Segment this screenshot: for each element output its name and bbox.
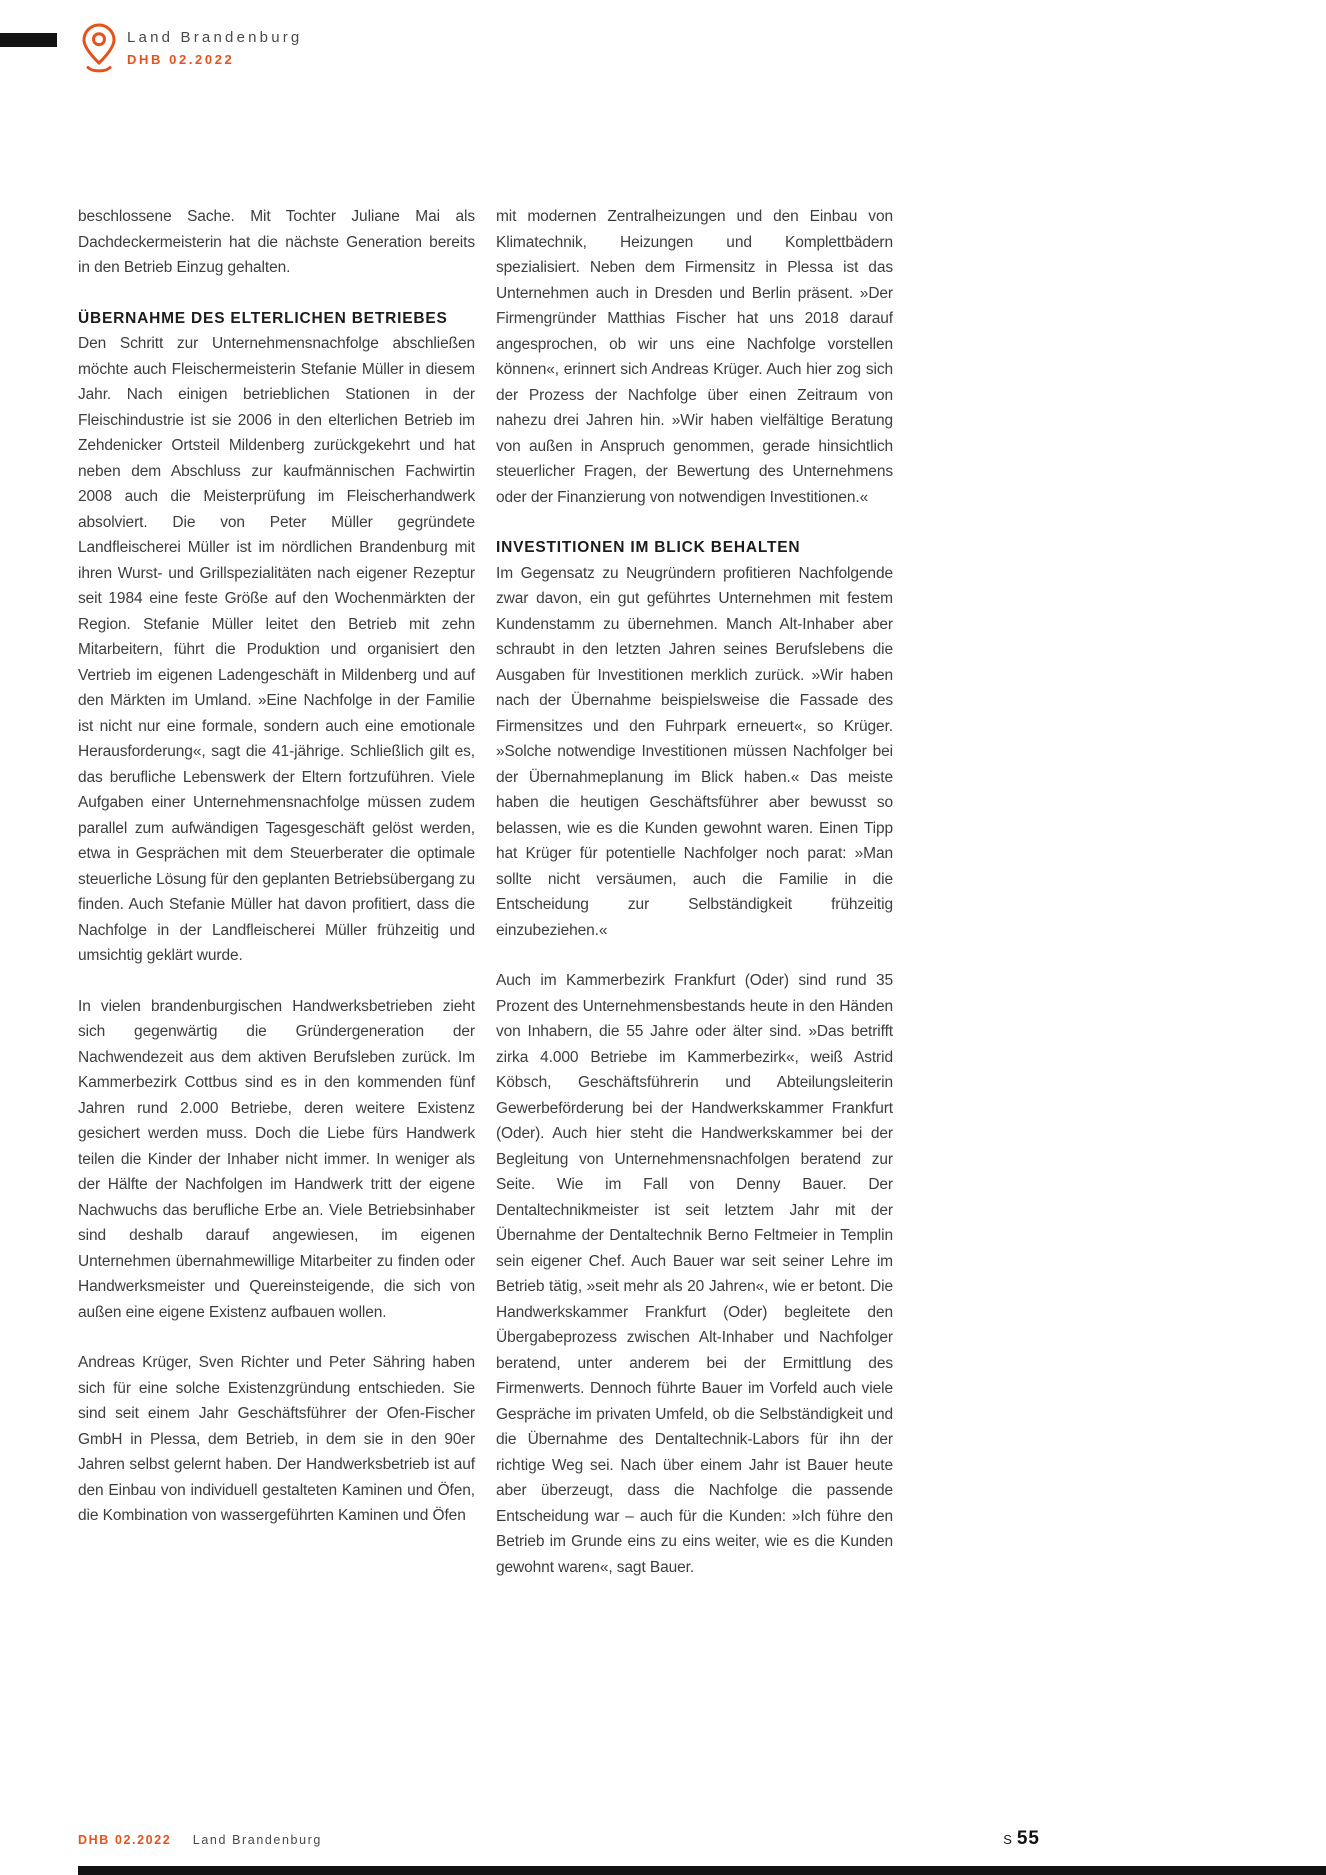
footer-publication-label: Land Brandenburg [192, 1833, 322, 1847]
article-body [78, 204, 893, 1605]
footer-issue-label: DHB 02.2022 [78, 1833, 172, 1847]
top-left-crop-bar [0, 33, 57, 47]
bottom-crop-bar [78, 1866, 1326, 1875]
paragraph: Im Gegensatz zu Neugründern profitieren Nachfolgende zwar davon, ein gut geführtes Unternehmen mit festem Kundenstamm zu übernehmen. Manch Alt-Inhaber aber schraubt in den letzten Jahren seines Berufslebens die Ausgaben für Investitionen merklich zurück. »Wir haben nach der Übernahme beispielsweise die Fassade des Firmensitzes und den Fuhrpark erneuert«, so Krüger. »Solche notwendige Investitionen müssen Nachfolger bei der Übernahmeplanung im Blick haben.« Das meiste haben die heutigen Geschäftsführer aber bewusst so belassen, wie es die Kunden gewohnt waren. Einen Tipp hat Krüger für potentielle Nachfolger noch parat: »Man sollte nicht versäumen, auch die Familie in die Entscheidung zur Selbständigkeit frühzeitig einzubeziehen.« [496, 564, 893, 939]
publication-name: Land Brandenburg [127, 29, 303, 46]
paragraph: Den Schritt zur Unternehmensnachfolge abschließen möchte auch Fleischermeisterin Stefanie Müller in diesem Jahr. Nach einigen betrieblichen Stationen in der Fleischindustrie ist sie 2006 in den elterlichen Betrieb im Zehdenicker Ortsteil Mildenberg zurückgekehrt und hat neben dem Abschluss zur kaufmännischen Fachwirtin 2008 auch die Meisterprüfung im Fleischerhandwerk absolviert. Die von Peter Müller gegründete Landfleischerei Müller ist im nördlichen Brandenburg mit ihren Wurst- und Grillspezialitäten nach eigener Rezeptur seit 1984 eine feste Größe auf den Wochenmärkten der Region. Stefanie Müller leitet den Betrieb mit zehn Mitarbeitern, führt die Produktion und organisiert den Vertrieb im eigenen Ladengeschäft in Mildenberg und auf den Märkten im Umland. »Eine Nachfolge in der Familie ist nicht nur eine formale, sondern auch eine emotionale Herausforderung«, sagt die 41-jährige. Schließlich gilt es, das berufliche Lebenswerk der Eltern fortzuführen. Viele Aufgaben einer Unternehmensnachfolge müssen zudem parallel zum aufwändigen Tagesgeschäft gelöst werden, etwa in Gesprächen mit dem Steuerberater die optimale steuerliche Lösung für den geplanten Betriebsübergang zu finden. Auch Stefanie Müller hat davon profitiert, dass die Nachfolge in der Landfleischerei Müller frühzeitig und umsichtig geklärt wurde. [78, 335, 475, 964]
issue-label: DHB 02.2022 [127, 52, 235, 67]
right-column [496, 204, 893, 1605]
paragraph: Andreas Krüger, Sven Richter und Peter Sähring haben sich für eine solche Existenzgründung entschieden. Sie sind seit einem Jahr Geschäftsführer der Ofen-Fischer GmbH in Plessa, dem Betrieb, in dem sie in den 90er Jahren selbst gelernt haben. Der Handwerksbetrieb ist auf den Einbau von individuell gestalteten Kaminen und Öfen, die Kombination von wassergeführten Kaminen und Öfen [78, 1354, 475, 1524]
section-heading-investitionen: INVESTITIONEN IM BLICK BEHALTEN [496, 539, 801, 556]
paragraph-continuation: mit modernen Zentralheizungen und den Einbau von Klimatechnik, Heizungen und Komplettbädern spezialisiert. Neben dem Firmensitz in Plessa ist das Unternehmen auch in Dresden und Berlin präsent. »Der Firmengründer Matthias Fischer hat uns 2018 darauf angesprochen, ob wir uns eine Nachfolge vorstellen können«, erinnert sich Andreas Krüger. Auch hier zog sich der Prozess der Nachfolge über einen Zeitraum von nahezu drei Jahren hin. »Wir haben vielfältige Beratung von außen in Anspruch genommen, gerade hinsichtlich steuerlicher Fragen, der Bewertung des Unternehmens oder der Finanzierung von notwendigen Investitionen.« [496, 208, 893, 506]
paragraph: In vielen brandenburgischen Handwerksbetrieben zieht sich gegenwärtig die Gründergeneration der Nachwendezeit aus dem aktiven Berufsleben zurück. Im Kammerbezirk Cottbus sind es in den kommenden fünf Jahren rund 2.000 Betriebe, deren weitere Existenz gesichert werden muss. Doch die Liebe fürs Handwerk teilen die Kinder der Inhaber nicht immer. In weniger als der Hälfte der Nachfolgen im Handwerk tritt der eigene Nachwuchs das berufliche Erbe an. Viele Betriebsinhaber sind deshalb darauf angewiesen, im eigenen Unternehmen übernahmewillige Mitarbeiter zu finden oder Handwerksmeister und Quereinsteigende, die sich von außen eine eigene Existenz aufbauen wollen. [78, 997, 475, 1321]
footer-imprint [78, 1831, 322, 1849]
left-column [78, 204, 475, 1605]
header-text [127, 22, 302, 67]
paragraph: Auch im Kammerbezirk Frankfurt (Oder) sind rund 35 Prozent des Unternehmensbestands heute in den Händen von Inhabern, die 55 Jahre oder älter sind. »Das betrifft zirka 4.000 Betriebe im Kammerbezirk«, weiß Astrid Köbsch, Geschäftsführerin und Abteilungsleiterin Gewerbeförderung bei der Handwerkskammer Frankfurt (Oder). Auch hier steht die Handwerkskammer bei der Begleitung von Unternehmensnachfolgen beratend zur Seite. Wie im Fall von Denny Bauer. Der Dentaltechnikmeister ist seit letztem Jahr mit der Übernahme der Dentaltechnik Berno Feltmeier in Templin sein eigener Chef. Auch Bauer war seit seiner Lehre im Betrieb tätig, »seit mehr als 20 Jahren«, wie er betont. Die Handwerkskammer Frankfurt (Oder) begleitete den Übergabeprozess zwischen Alt-Inhaber und Nachfolger beratend, unter anderem bei der Ermittlung des Firmenwerts. Dennoch führte Bauer im Vorfeld auch viele Gespräche im privaten Umfeld, ob die Selbständigkeit und die Übernahme des Dentaltechnik-Labors für ihn der richtige Weg sei. Nach über einem Jahr ist Bauer heute aber überzeugt, dass die Nachfolge die passende Entscheidung war – auch für die Kunden: »Ich führe den Betrieb im Grunde eins zu eins weiter, wie es die Kunden gewohnt waren«, sagt Bauer. [496, 972, 893, 1576]
location-pin-logo-icon [80, 22, 118, 75]
page-number [1003, 1828, 1040, 1850]
page-header [80, 22, 302, 75]
page-footer [78, 1828, 1040, 1850]
paragraph-continuation: beschlossene Sache. Mit Tochter Juliane Mai als Dachdeckermeisterin hat die nächste Generation bereits in den Betrieb Einzug gehalten. [78, 208, 475, 276]
section-heading-uebernahme: ÜBERNAHME DES ELTERLICHEN BETRIEBES [78, 309, 448, 327]
page-number-value: 55 [1016, 1828, 1040, 1849]
page-number-prefix: S [1003, 1832, 1012, 1847]
